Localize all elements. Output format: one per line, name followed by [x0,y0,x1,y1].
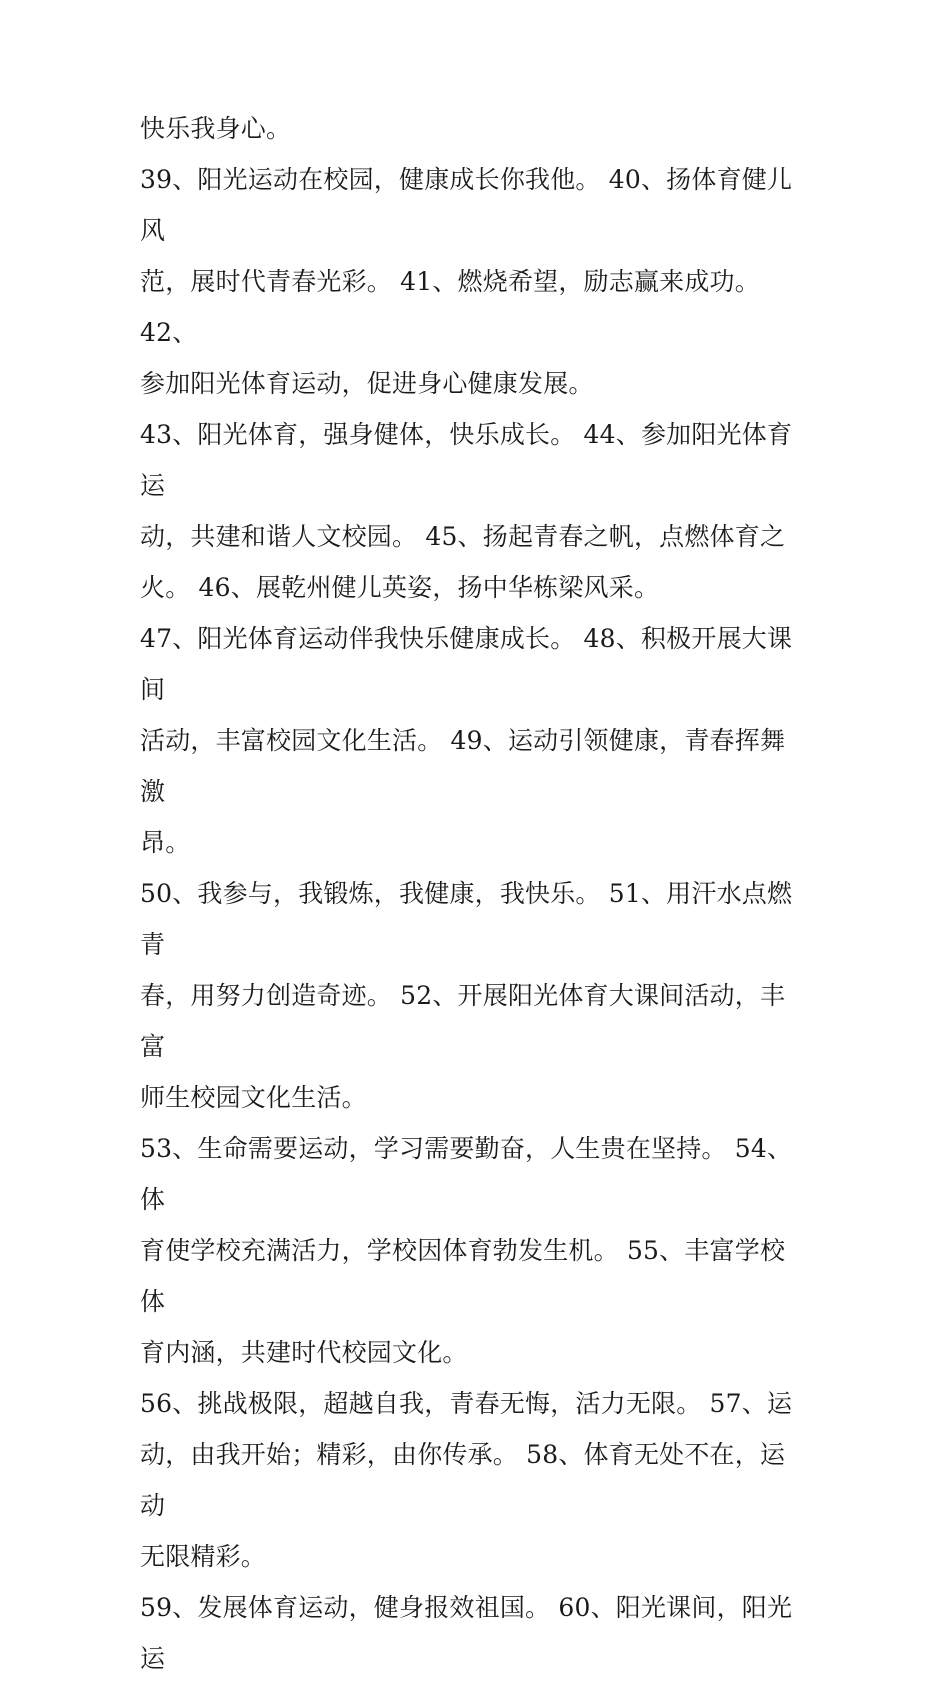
paragraph-slogans-43-46: 43、阳光体育，强身健体，快乐成长。 44、参加阳光体育运 动，共建和谐人文校园。 45、扬起青春之帆，点燃体育之 火。 46、展乾州健儿英姿，扬中华栋梁风采。 [140,420,793,602]
paragraph-slogans-39-42: 39、阳光运动在校园，健康成长你我他。 40、扬体育健儿风 范，展时代青春光彩。 41、燃烧希望，励志赢来成功。 42、 参加阳光体育运动，促进身心健康发展。 [140,165,793,398]
paragraph-slogans-50-52: 50、我参与，我锻炼，我健康，我快乐。 51、用汗水点燃青 春，用努力创造奇迹。 52、开展阳光体育大课间活动，丰富 师生校园文化生活。 [140,879,793,1112]
paragraph-slogans-53-55: 53、生命需要运动，学习需要勤奋，人生贵在坚持。 54、体 育使学校充满活力，学校因体育勃发生机。 55、丰富学校体 育内涵，共建时代校园文化。 [140,1134,793,1367]
paragraph-continuation: 快乐我身心。 [140,114,292,143]
paragraph-slogans-56-58: 56、挑战极限，超越自我，青春无悔，活力无限。 57、运 动，由我开始；精彩，由你传承。 58、体育无处不在，运动 无限精彩。 [140,1389,793,1571]
paragraph-slogans-47-49: 47、阳光体育运动伴我快乐健康成长。 48、积极开展大课间 活动，丰富校园文化生活。 49、运动引领健康，青春挥舞激 昂。 [140,624,793,857]
document-body [140,103,800,1684]
paragraph-slogans-59-60: 59、发展体育运动，健身报效祖国。 60、阳光课间，阳光运 [140,1593,793,1673]
